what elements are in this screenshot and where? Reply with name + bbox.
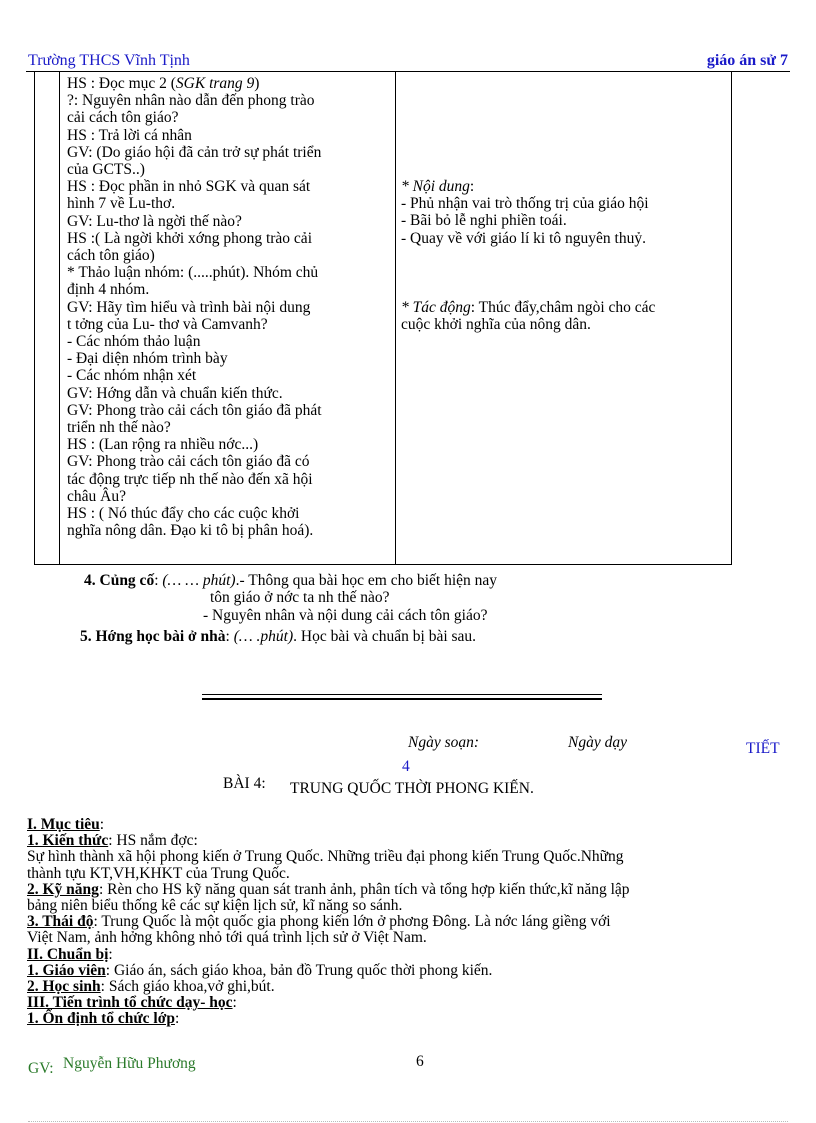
skill-line2: bảng niên biểu thống kê các sự kiện lịch sử, kĩ năng so sánh. xyxy=(27,897,403,915)
table-divider-2 xyxy=(395,72,396,564)
period-label: TIẾT xyxy=(746,740,780,757)
activity-line: HS : Đọc mục 2 (SGK trang 9) xyxy=(67,75,260,92)
activity-line: GV: Phong trào cải cách tôn giáo đã có xyxy=(67,453,310,471)
impact-text: : Thúc đẩy,châm ngòi cho các xyxy=(470,298,656,316)
student-prep-label: 2. Học sinh xyxy=(27,978,101,996)
activity-line: t tởng của Lu- thơ và Camvanh? xyxy=(67,315,268,333)
activity-line: cách tôn giáo) xyxy=(67,247,155,265)
homework: 5. Hớng học bài ở nhà: (… .phút). Học bài và chuẩn bị bài sau. xyxy=(80,628,477,645)
lesson-number: BÀI 4: xyxy=(223,775,266,792)
content-item: - Bãi bỏ lễ nghi phiền toái. xyxy=(401,212,567,230)
knowledge-label: 1. Kiến thức xyxy=(27,832,109,850)
knowledge-line2: thành tựu KT,VH,KHKT của Trung Quốc. xyxy=(27,864,290,882)
activity-line: HS : ( Nó thúc đẩy cho các cuộc khởi xyxy=(67,505,300,523)
consolidation: 4. Củng cố: (… … phút).- Thông qua bài học em cho biết hiện nay xyxy=(84,572,498,589)
consolidation-line3: - Nguyên nhân và nội dung cải cách tôn giáo? xyxy=(203,607,488,624)
content-item: - Quay về với giáo lí ki tô nguyên thuỷ. xyxy=(401,229,646,247)
skill-label: 2. Kỹ năng xyxy=(27,880,99,898)
activity-line: HS : Đọc phần in nhỏ SGK và quan sát xyxy=(67,178,311,196)
content-cell: * Nội dung: - Phủ nhận vai trò thống trị của giáo hội - Bãi bỏ lễ nghi phiền toái. - Quay về với giáo lí ki tô nguyên thuỷ. * Tác động: Thúc đẩy,châm ngòi cho các cuộc khởi nghĩa của nông dân. xyxy=(401,178,727,333)
activity-line: HS : (Lan rộng ra nhiều nớc...) xyxy=(67,436,259,454)
header-subject: giáo án sử 7 xyxy=(706,52,788,69)
activity-line: GV: Hãy tìm hiểu và trình bài nội dung xyxy=(67,298,311,316)
activity-line: định 4 nhóm. xyxy=(67,281,150,299)
activity-line: hình 7 về Lu-thơ. xyxy=(67,195,176,213)
impact-text-2: cuộc khởi nghĩa của nông dân. xyxy=(401,316,591,334)
attitude-label: 3. Thái độ xyxy=(27,913,94,931)
footer-teacher-name: Nguyễn Hữu Phương xyxy=(63,1055,196,1072)
homework-label: 5. Hớng học bài ở nhà xyxy=(80,628,226,645)
activity-line: GV: Hớng dẫn và chuẩn kiến thức. xyxy=(67,384,283,402)
activity-line: của GCTS..) xyxy=(67,161,145,179)
attitude-line2: Việt Nam, ảnh hởng không nhỏ tới quá trình lịch sử ở Việt Nam. xyxy=(27,929,427,947)
process-heading: III. Tiến trình tổ chức dạy- học xyxy=(27,994,233,1012)
step1-label: 1. Ổn định tổ chức lớp xyxy=(27,1010,175,1028)
period-number: 4 xyxy=(402,758,410,775)
activity-line: tác động trực tiếp nh thế nào đến xã hội xyxy=(67,470,313,488)
consolidation-label: 4. Củng cố xyxy=(84,572,155,589)
footer-gv-label: GV: xyxy=(28,1060,54,1077)
page-number: 6 xyxy=(416,1053,424,1070)
activity-line: nghĩa nông dân. Đạo ki tô bị phân hoá). xyxy=(67,522,314,540)
knowledge-line1: Sự hình thành xã hội phong kiến ở Trung Quốc. Những triều đại phong kiến Trung Quốc.Những xyxy=(27,848,624,866)
activity-line: - Các nhóm thảo luận xyxy=(67,333,201,351)
activity-line: châu Âu? xyxy=(67,487,126,505)
separator-line xyxy=(202,694,602,695)
header-school: Trường THCS Vĩnh Tịnh xyxy=(28,52,190,69)
consolidation-line2: tôn giáo ở nớc ta nh thế nào? xyxy=(210,589,390,606)
table-divider-1 xyxy=(59,72,60,564)
activity-line: triển nh thế nào? xyxy=(67,419,171,437)
preparation-heading: II. Chuẩn bị xyxy=(27,945,109,963)
activity-line: GV: (Do giáo hội đã cản trở sự phát triển xyxy=(67,143,322,161)
activities-cell xyxy=(67,75,389,539)
activity-line: * Thảo luận nhóm: (.....phút). Nhóm chủ xyxy=(67,264,319,282)
activity-line: GV: Phong trào cải cách tôn giáo đã phát xyxy=(67,401,322,419)
footer-dotted-rule xyxy=(28,1121,788,1122)
activity-line: - Đại diện nhóm trình bày xyxy=(67,350,228,368)
content-label: * Nội dung xyxy=(401,178,470,195)
activity-line: HS : Trả lời cá nhân xyxy=(67,126,192,144)
activity-line: HS :( Là ngời khởi xớng phong trào cải xyxy=(67,229,312,247)
objectives-heading: I. Mục tiêu xyxy=(27,816,100,833)
content-item: - Phủ nhận vai trò thống trị của giáo hội xyxy=(401,195,649,213)
lesson-table xyxy=(34,72,732,565)
teacher-prep-label: 1. Giáo viên xyxy=(27,961,106,979)
activity-line: ?: Nguyên nhân nào dẫn đến phong trào xyxy=(67,92,315,110)
activity-line: cải cách tôn giáo? xyxy=(67,109,179,127)
activity-line: - Các nhóm nhận xét xyxy=(67,367,197,385)
activity-line: GV: Lu-thơ là ngời thế nào? xyxy=(67,212,242,230)
impact-label: * Tác động xyxy=(401,298,471,316)
separator-line-thick xyxy=(202,698,602,700)
teach-date-label: Ngày dạy xyxy=(568,734,627,751)
lesson-title: TRUNG QUỐC THỜI PHONG KIẾN. xyxy=(290,780,534,797)
prep-date-label: Ngày soạn: xyxy=(408,734,480,751)
lesson-body: I. Mục tiêu: 1. Kiến thức: HS nắm đợc: Sự hình thành xã hội phong kiến ở Trung Quốc. Những triều đại phong kiến Trung Quốc.Những thành tựu KT,VH,KHKT của Trung Quốc. 2. Kỹ năng: Rèn cho HS kỹ năng quan sát tranh ảnh, phân tích và tổng hợp kiến thức,kĩ năng lập bảng niên biểu thống kê các sự kiện lịch sử, kĩ năng so sánh. 3. Thái độ: Trung Quốc là một quốc gia phong kiến lớn ở phơng Đông. Là nớc láng giềng với Việt Nam, ảnh hởng không nhỏ tới quá trình lịch sử ở Việt Nam. II. Chuẩn bị: 1. Giáo viên: Giáo án, sách giáo khoa, bản đồ Trung quốc thời phong kiến. 2. Học sinh: Sách giáo khoa,vở ghi,bút. III. Tiến trình tổ chức dạy- học: 1. Ổn định tổ chức lớp: xyxy=(27,817,789,1028)
